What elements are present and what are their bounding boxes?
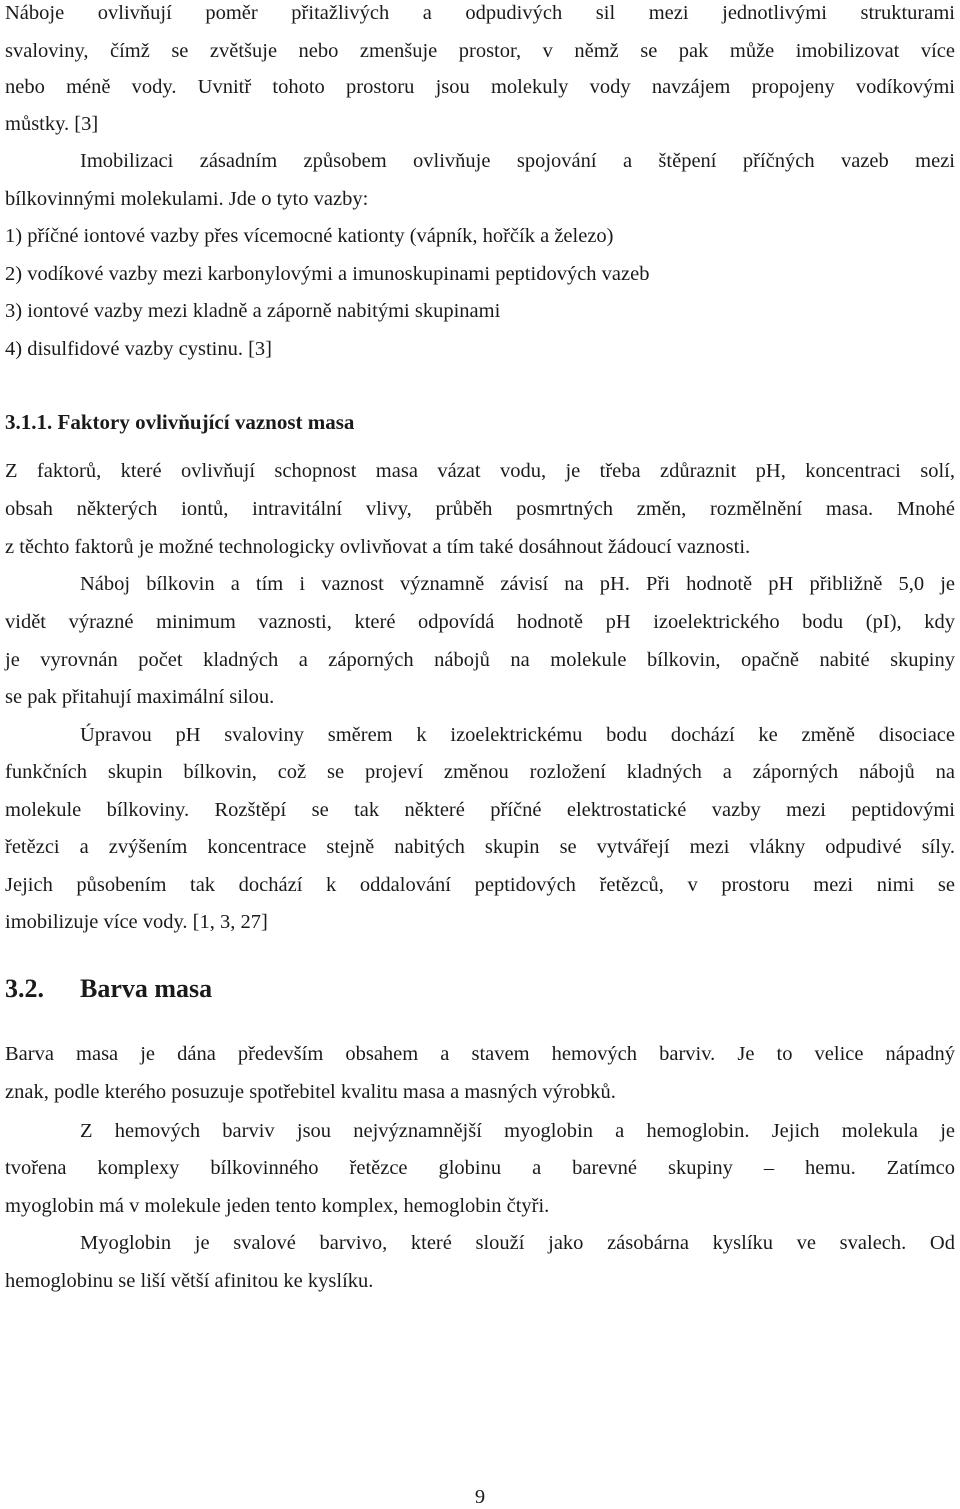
section-title: Barva masa xyxy=(80,974,213,1003)
text-line: můstky. [3] xyxy=(5,113,99,135)
text-line: řetězci a zvýšením koncentrace stejně nabitých skupin se vytvářejí mezi vlákny odpudivé síly. xyxy=(5,836,955,858)
text-line: svaloviny, čímž se zvětšuje nebo zmenšuje prostor, v němž se pak může imobilizovat více xyxy=(5,40,955,62)
document-page xyxy=(5,0,955,1509)
text-line: Myoglobin je svalové barvivo, které slouží jako zásobárna kyslíku ve svalech. Od xyxy=(80,1232,955,1254)
text-line: Imobilizaci zásadním způsobem ovlivňuje spojování a štěpení příčných vazeb mezi xyxy=(80,150,955,172)
section-number: 3.2. xyxy=(5,974,44,1003)
list-item: 4) disulfidové vazby cystinu. [3] xyxy=(5,338,273,360)
list-item: 3) iontové vazby mezi kladně a záporně nabitými skupinami xyxy=(5,300,501,322)
text-line: Jejich působením tak dochází k oddalování peptidových řetězců, v prostoru mezi nimi se xyxy=(5,874,955,896)
text-line: tvořena komplexy bílkovinného řetězce globinu a barevné skupiny – hemu. Zatímco xyxy=(5,1157,955,1179)
text-line: znak, podle kterého posuzuje spotřebitel kvalitu masa a masných výrobků. xyxy=(5,1081,616,1103)
text-line: Z hemových barviv jsou nejvýznamnější myoglobin a hemoglobin. Jejich molekula je xyxy=(80,1120,955,1142)
text-line: nebo méně vody. Uvnitř tohoto prostoru jsou molekuly vody navzájem propojeny vodíkovými xyxy=(5,76,955,98)
text-line: Náboj bílkovin a tím i vaznost významně závisí na pH. Při hodnotě pH přibližně 5,0 je xyxy=(80,573,955,595)
list-item: 2) vodíkové vazby mezi karbonylovými a imunoskupinami peptidových vazeb xyxy=(5,263,650,285)
text-line: imobilizuje více vody. [1, 3, 27] xyxy=(5,911,268,933)
text-line: molekule bílkoviny. Rozštěpí se tak některé příčné elektrostatické vazby mezi peptidovými xyxy=(5,799,955,821)
text-line: je vyrovnán počet kladných a záporných nábojů na molekule bílkovin, opačně nabité skupiny xyxy=(5,649,955,671)
text-line: vidět výrazné minimum vaznosti, které odpovídá hodnotě pH izoelektrického bodu (pI), kdy xyxy=(5,611,955,633)
text-line: z těchto faktorů je možné technologicky ovlivňovat a tím také dosáhnout žádoucí vaznosti. xyxy=(5,536,751,558)
text-line: funkčních skupin bílkovin, což se projeví změnou rozložení kladných a záporných nábojů na xyxy=(5,761,955,783)
text-line: Náboje ovlivňují poměr přitažlivých a odpudivých sil mezi jednotlivými strukturami xyxy=(5,2,955,24)
section-heading xyxy=(5,974,212,1004)
list-item: 1) příčné iontové vazby přes vícemocné kationty (vápník, hořčík a železo) xyxy=(5,225,614,247)
subsection-heading: 3.1.1. Faktory ovlivňující vaznost masa xyxy=(5,410,355,434)
text-line: obsah některých iontů, intravitální vlivy, průběh posmrtných změn, rozmělnění masa. Mnohé xyxy=(5,498,955,520)
page-number: 9 xyxy=(474,1486,486,1508)
text-line: Barva masa je dána především obsahem a stavem hemových barviv. Je to velice nápadný xyxy=(5,1043,955,1065)
text-line: Úpravou pH svaloviny směrem k izoelektrickému bodu dochází ke změně disociace xyxy=(80,724,955,746)
text-line: Z faktorů, které ovlivňují schopnost masa vázat vodu, je třeba zdůraznit pH, koncentraci solí, xyxy=(5,460,955,482)
text-line: hemoglobinu se liší větší afinitou ke kyslíku. xyxy=(5,1270,374,1292)
text-line: bílkovinnými molekulami. Jde o tyto vazby: xyxy=(5,188,369,210)
text-line: se pak přitahují maximální silou. xyxy=(5,686,275,708)
text-line: myoglobin má v molekule jeden tento komplex, hemoglobin čtyři. xyxy=(5,1195,550,1217)
